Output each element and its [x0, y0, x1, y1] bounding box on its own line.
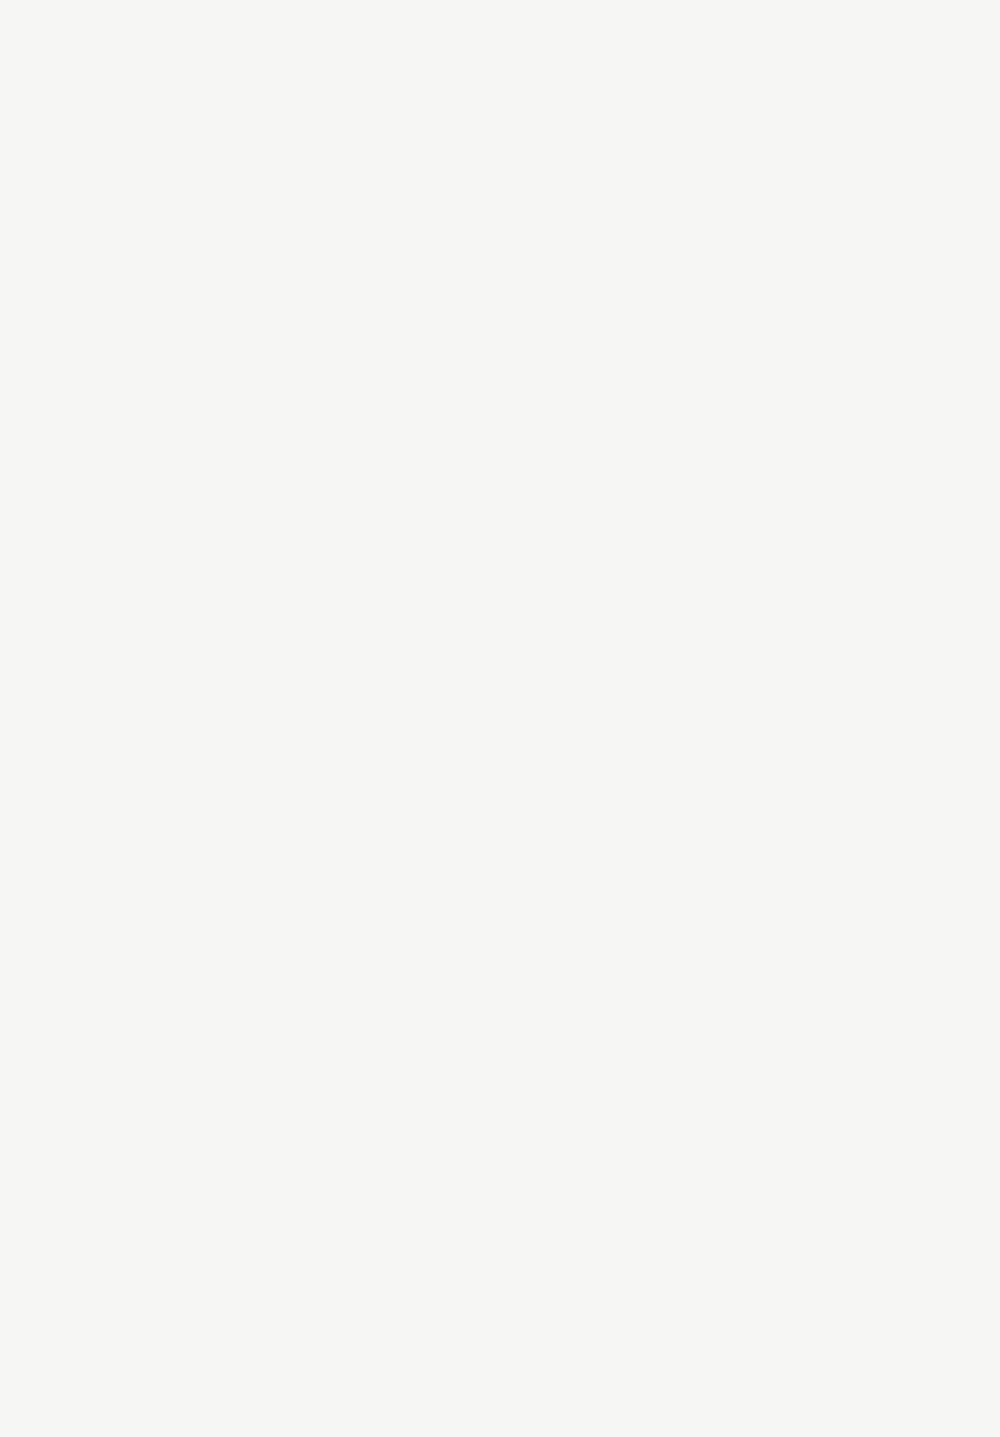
- pieces-first-page-number: [0, 706, 1000, 720]
- toc-pieces-list: [0, 706, 1000, 720]
